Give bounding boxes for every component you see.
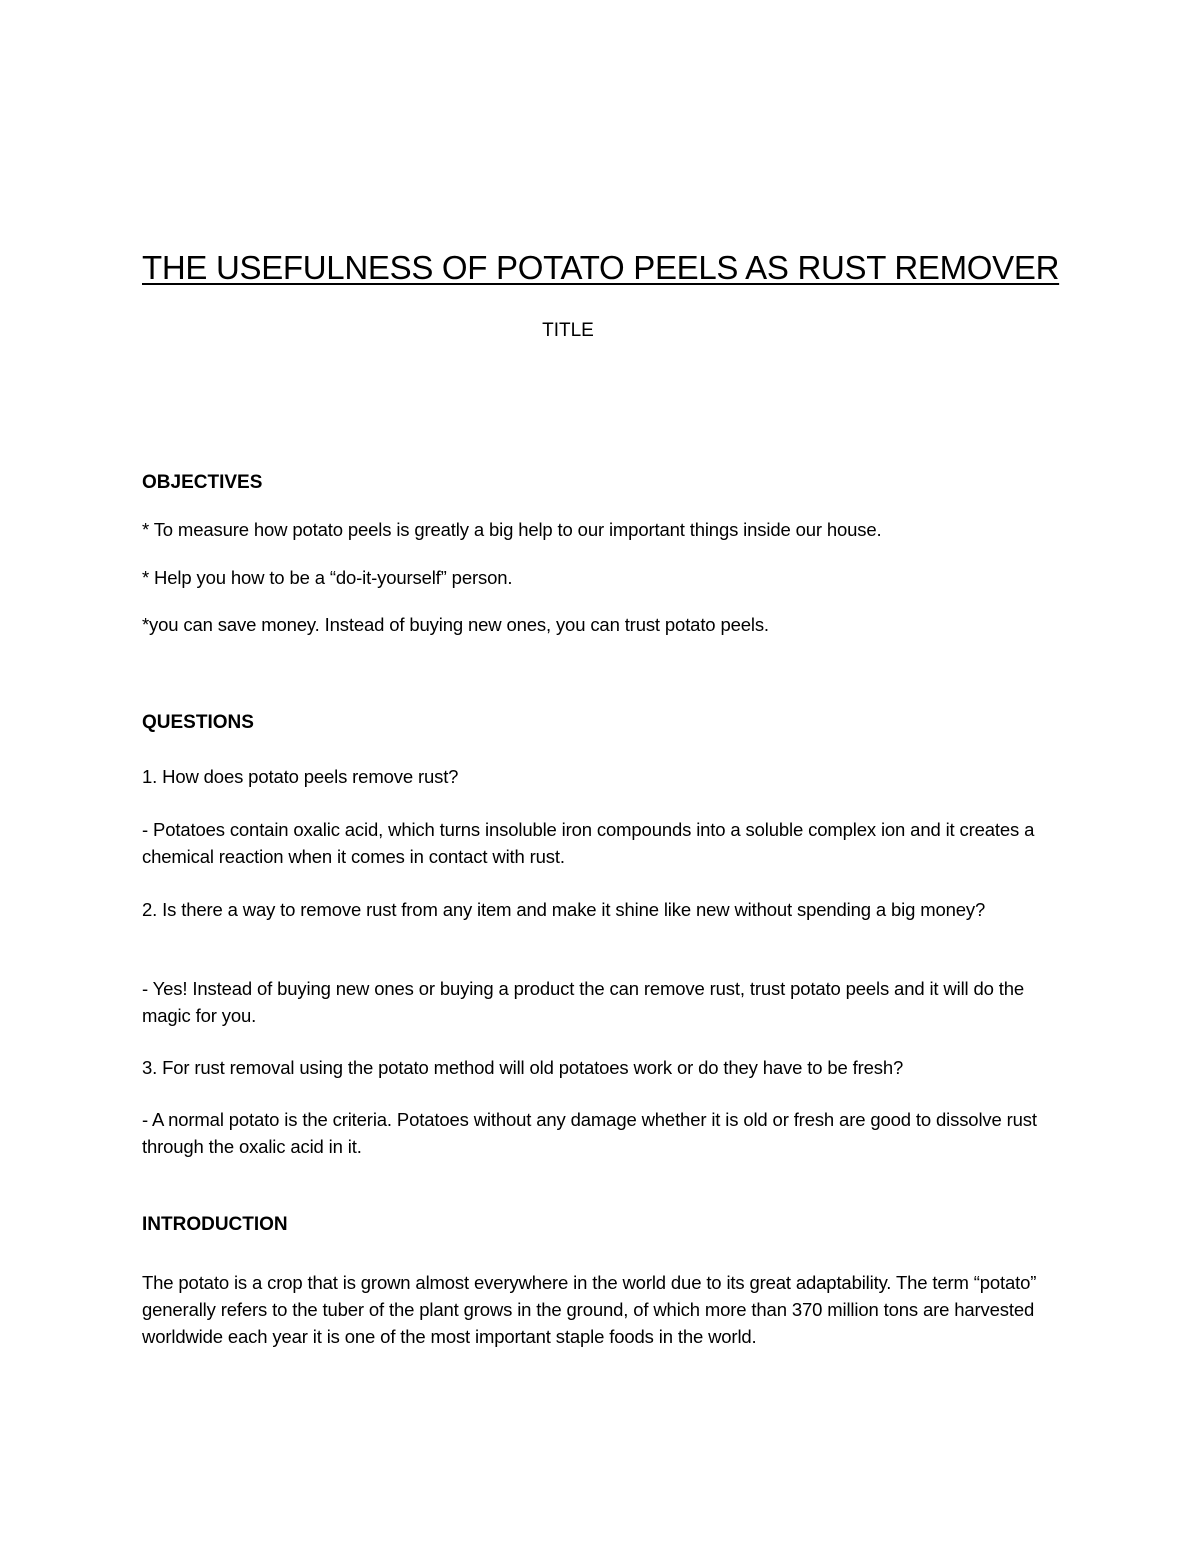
questions-heading: QUESTIONS (142, 712, 254, 733)
question-3: 3. For rust removal using the potato method will old potatoes work or do they have to be fresh? (142, 1057, 904, 1078)
document-subtitle: TITLE (542, 320, 594, 341)
answer-2: - Yes! Instead of buying new ones or buying a product the can remove rust, trust potato peels and it will do the magic for you. (142, 978, 1025, 1026)
objective-item-1: * To measure how potato peels is greatly a big help to our important things inside our house. (142, 519, 882, 540)
question-1: 1. How does potato peels remove rust? (142, 766, 459, 787)
objectives-heading: OBJECTIVES (142, 472, 263, 493)
introduction-text: The potato is a crop that is grown almost everywhere in the world due to its great adaptability. The term “potato” generally refers to the tuber of the plant grows in the ground, of which more than 370 million tons are harvested worldwide each year it is one of the most important staple foods in the world. (142, 1272, 1037, 1347)
answer-3: - A normal potato is the criteria. Potatoes without any damage whether it is old or fresh are good to dissolve rust through the oxalic acid in it. (142, 1109, 1037, 1157)
objective-item-3: *you can save money. Instead of buying new ones, you can trust potato peels. (142, 614, 769, 635)
answer-1: - Potatoes contain oxalic acid, which turns insoluble iron compounds into a soluble complex ion and it creates a chemical reaction when it comes in contact with rust. (142, 819, 1035, 867)
introduction-heading: INTRODUCTION (142, 1214, 288, 1235)
question-2: 2. Is there a way to remove rust from any item and make it shine like new without spending a big money? (142, 899, 986, 920)
objective-item-2: * Help you how to be a “do-it-yourself” person. (142, 567, 513, 588)
document-title: THE USEFULNESS OF POTATO PEELS AS RUST REMOVER (142, 249, 1060, 286)
